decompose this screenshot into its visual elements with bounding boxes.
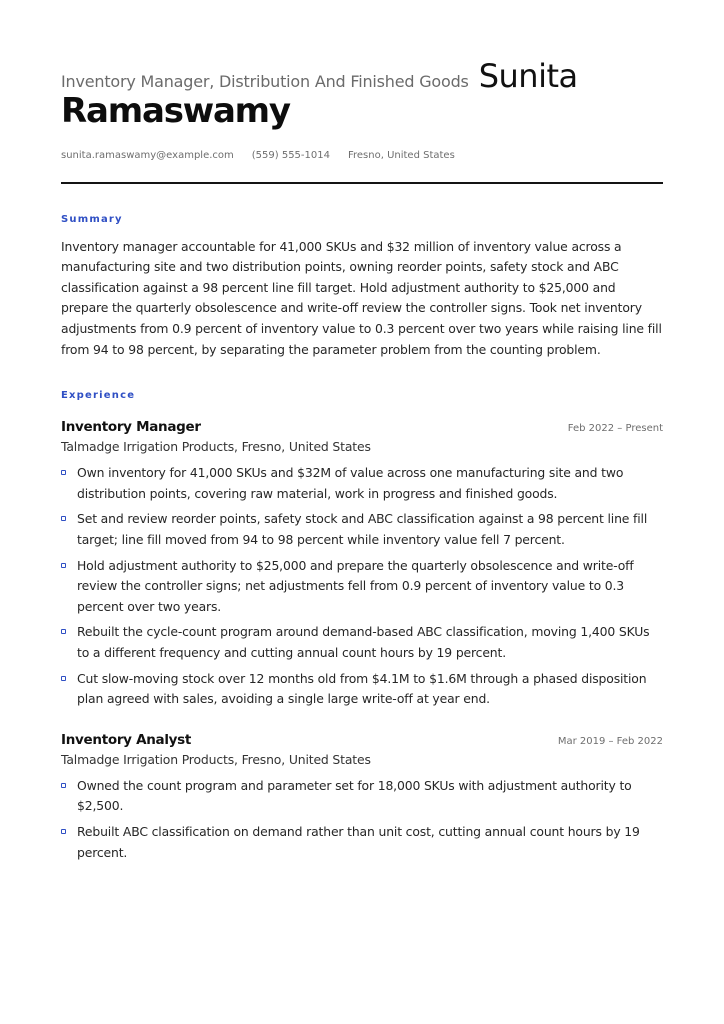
bullet-item: [61, 556, 663, 618]
phone: (559) 555-1014: [251, 149, 330, 161]
last-name: Ramaswamy: [61, 91, 290, 131]
job-entry: [61, 419, 663, 710]
location: Fresno, United States: [347, 149, 455, 161]
header-top-line: [61, 57, 663, 95]
contact-info: [61, 150, 663, 161]
bullet-text: Own inventory for 41,000 SKUs and $32M of value across one manufacturing site and two distribution points, covering raw material, work in progress and finished goods.: [77, 465, 624, 501]
job-company: Talmadge Irrigation Products, Fresno, United States: [61, 751, 371, 767]
bullet-text: Owned the count program and parameter set for 18,000 SKUs with adjustment authority to $2,500.: [77, 777, 632, 814]
square-bullet-icon: [61, 563, 66, 568]
bullet-text: Set and review reorder points, safety stock and ABC classification against a 98 percent line fill target; line fill moved from 94 to 98 percent while inventory value fell 7 percent.: [77, 511, 648, 548]
job-bullets: [61, 776, 663, 863]
job-header: [61, 732, 663, 748]
job-bullets: [61, 463, 663, 710]
square-bullet-icon: [61, 629, 66, 634]
bullet-item: [61, 776, 663, 817]
job-role: Inventory Analyst: [61, 731, 192, 748]
job-title: Inventory Manager, Distribution And Finished Goods: [61, 72, 469, 91]
job-company: Talmadge Irrigation Products, Fresno, United States: [61, 439, 371, 455]
bullet-text: Cut slow-moving stock over 12 months old from $4.1M to $1.6M through a phased disposition plan agreed with sales, avoiding a single large write-off at year end.: [77, 670, 647, 707]
job-dates: Mar 2019 – Feb 2022: [557, 735, 663, 747]
email: sunita.ramaswamy@example.com: [61, 149, 234, 161]
square-bullet-icon: [61, 516, 66, 521]
job-dates: Feb 2022 – Present: [567, 423, 663, 435]
summary-heading: Summary: [61, 213, 123, 225]
experience-heading: Experience: [61, 390, 136, 402]
summary-text: Inventory manager accountable for 41,000 SKUs and $32 million of inventory value across a manufacturing site and two distribution points, owning reorder points, safety stock and ABC classification against a 98 percent line fill target. Hold adjustment authority to $25,000 and prepare the quarterly obsolescence and write-off review the controller signs. Took net inventory adjustments from 0.9 percent of inventory value to 0.3 percent over two years while raising line fill from 94 to 98 percent, by separating the parameter problem from the counting problem.: [61, 238, 662, 357]
header-divider: [61, 182, 663, 184]
square-bullet-icon: [61, 470, 66, 475]
bullet-item: [61, 822, 663, 863]
job-entry: [61, 732, 663, 863]
bullet-item: [61, 622, 663, 663]
bullet-item: [61, 463, 663, 504]
square-bullet-icon: [61, 676, 66, 681]
bullet-text: Rebuilt ABC classification on demand rather than unit cost, cutting annual count hours by 19 percent.: [77, 823, 640, 860]
square-bullet-icon: [61, 829, 66, 834]
bullet-item: [61, 509, 663, 550]
first-name: Sunita: [478, 57, 578, 95]
job-role: Inventory Manager: [61, 419, 201, 436]
bullet-text: Rebuilt the cycle-count program around demand-based ABC classification, moving 1,400 SKUs to a different frequency and cutting annual count hours by 19 percent.: [77, 624, 650, 660]
square-bullet-icon: [61, 783, 66, 788]
bullet-text: Hold adjustment authority to $25,000 and prepare the quarterly obsolescence and write-off review the controller signs; net adjustments fell from 0.9 percent of inventory value to 0.3 percent over two years.: [77, 557, 634, 614]
job-header: [61, 419, 663, 435]
bullet-item: [61, 669, 663, 710]
